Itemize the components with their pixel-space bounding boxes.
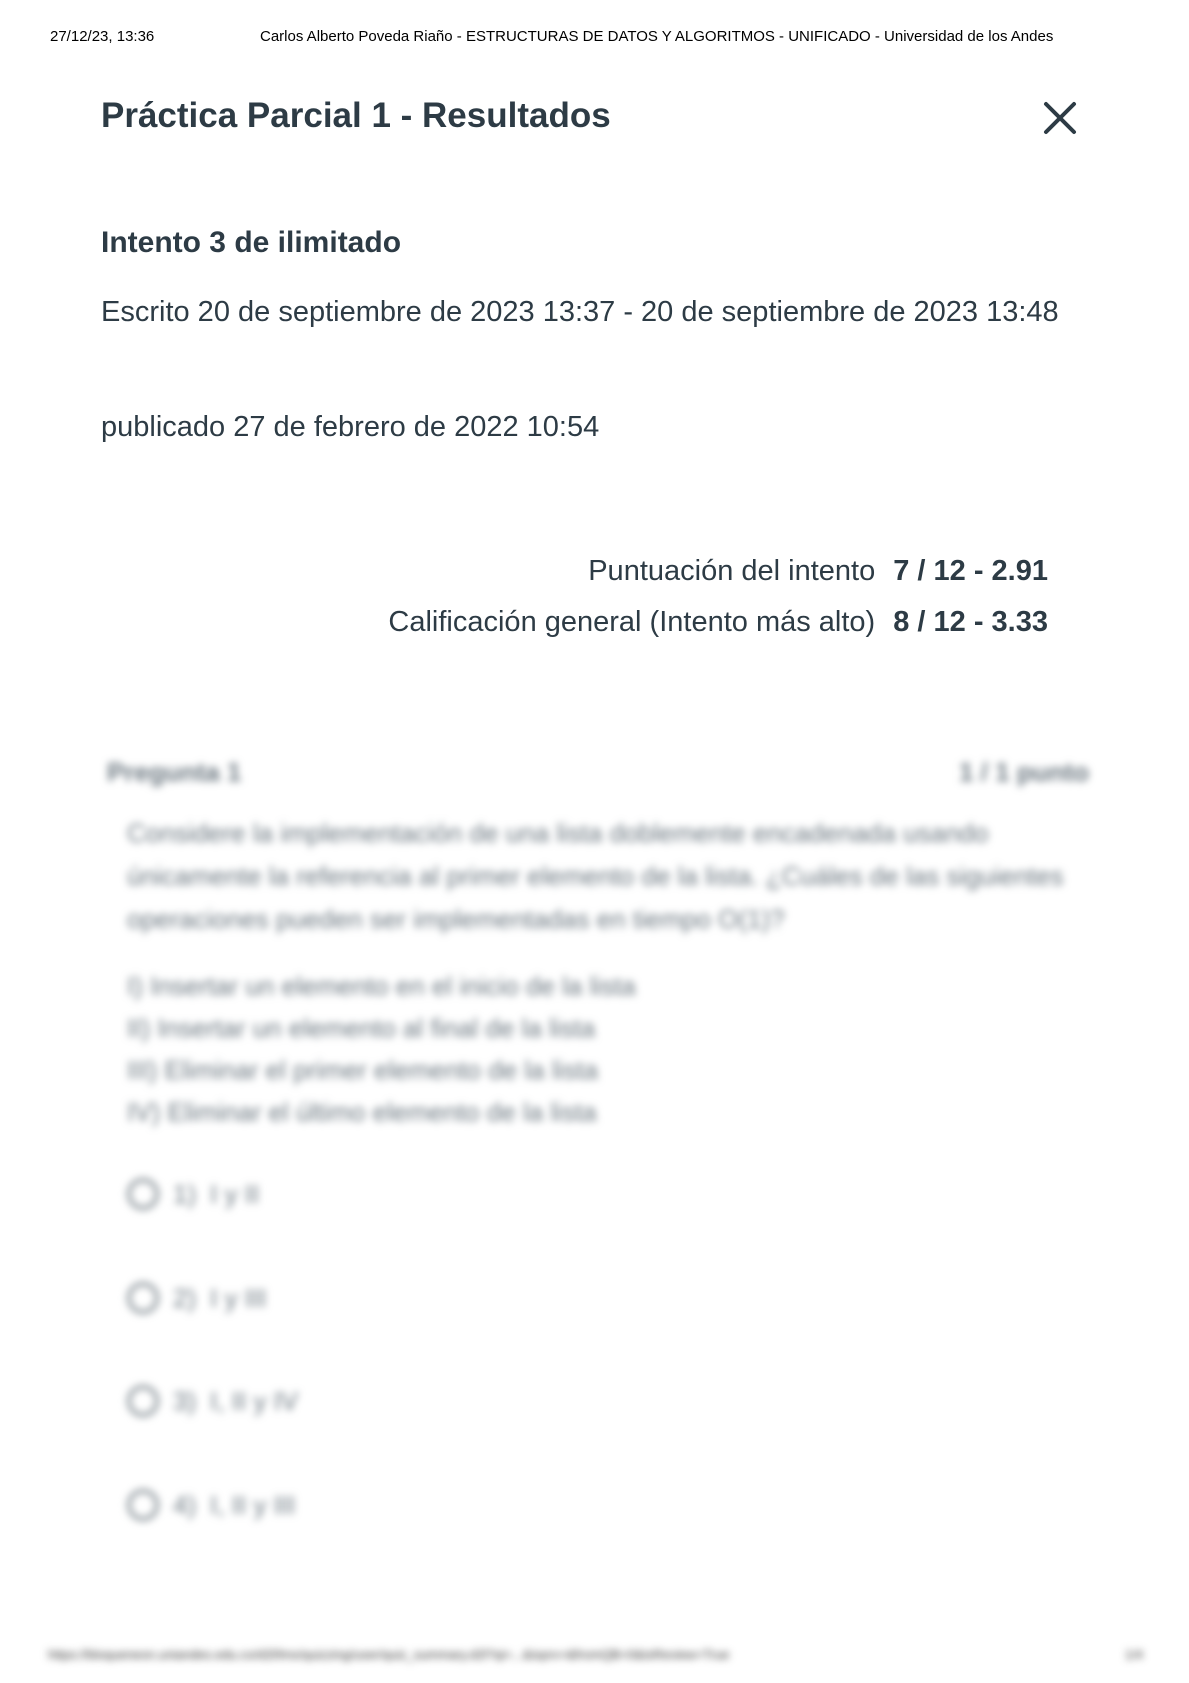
overall-score-value: 8 / 12 - 3.33 (893, 606, 1048, 638)
option-text: I y II (210, 1178, 260, 1209)
question-text: Considere la implementación de una lista doblemente encadenada usando únicamente la referencia al primer elemento de la lista. ¿Cuáles de las siguientes operaciones pueden ser implementadas en tiempo O(1)? (127, 818, 1064, 934)
statement-item: III) Eliminar el primer elemento de la lista (127, 1055, 599, 1085)
attempt-published: publicado 27 de febrero de 2022 10:54 (101, 411, 600, 443)
option-text: I y III (210, 1282, 267, 1313)
statement-item: II) Insertar un elemento al final de la lista (127, 1013, 596, 1043)
option-number: 3) (173, 1385, 197, 1416)
close-icon[interactable] (1042, 100, 1078, 136)
question-statements (127, 965, 636, 1133)
attempt-score-row (588, 555, 1048, 588)
radio-icon[interactable] (127, 1385, 159, 1417)
attempt-written: Escrito 20 de septiembre de 2023 13:37 - 20 de septiembre de 2023 13:48 (101, 296, 1059, 328)
attempt-score-value: 7 / 12 - 2.91 (893, 555, 1048, 587)
radio-icon[interactable] (127, 1282, 159, 1314)
statement-item: I) Insertar un elemento en el inicio de la lista (127, 971, 636, 1001)
statement-item: IV) Eliminar el último elemento de la lista (127, 1097, 597, 1127)
modal-title: Práctica Parcial 1 - Resultados (101, 96, 611, 135)
answer-option-1[interactable] (127, 1178, 259, 1210)
print-footer-page: 1/4 (1125, 1647, 1144, 1662)
print-footer-url: https://bloqueneon.uniandes.edu.co/d2l/lms/quizzing/user/quiz_summary.d2l?qi=...&isprv=&fromQB=0&isReview=True (48, 1647, 730, 1662)
question-points: 1 / 1 punto (959, 757, 1089, 787)
radio-icon[interactable] (127, 1178, 159, 1210)
question-label: Pregunta 1 (107, 757, 242, 787)
option-number: 1) (173, 1178, 197, 1209)
print-header (50, 28, 1149, 48)
print-datetime: 27/12/23, 13:36 (50, 28, 155, 45)
overall-score-label: Calificación general (Intento más alto) (388, 606, 876, 638)
answer-option-4[interactable] (127, 1489, 295, 1521)
question-header (107, 757, 1089, 788)
answer-option-2[interactable] (127, 1282, 266, 1314)
radio-icon[interactable] (127, 1489, 159, 1521)
attempt-heading: Intento 3 de ilimitado (101, 226, 402, 259)
overall-score-row (388, 606, 1048, 639)
answer-option-3[interactable] (127, 1385, 298, 1417)
print-title: Carlos Alberto Poveda Riaño - ESTRUCTURAS DE DATOS Y ALGORITMOS - UNIFICADO - Universidad de los Andes (260, 28, 1054, 45)
attempt-score-label: Puntuación del intento (588, 555, 876, 587)
option-number: 4) (173, 1489, 197, 1520)
option-text: I, II y III (210, 1489, 296, 1520)
option-number: 2) (173, 1282, 197, 1313)
option-text: I, II y IV (210, 1385, 299, 1416)
